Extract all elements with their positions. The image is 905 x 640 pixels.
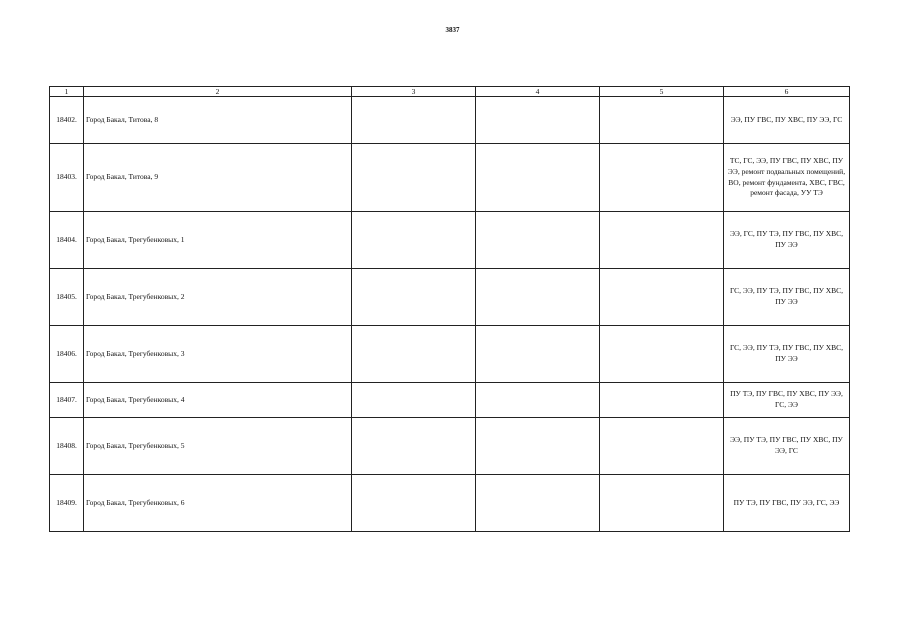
row-cell-4 [476,269,600,326]
row-number: 18404. [50,212,84,269]
row-address: Город Бакал, Титова, 8 [84,97,352,144]
row-number: 18408. [50,418,84,475]
row-number: 18409. [50,475,84,532]
row-cell-4 [476,418,600,475]
row-cell-3 [352,418,476,475]
row-works: ЭЭ, ГС, ПУ ТЭ, ПУ ГВС, ПУ ХВС, ПУ ЭЭ [724,212,850,269]
row-cell-3 [352,212,476,269]
row-cell-3 [352,97,476,144]
table-row [50,97,850,144]
row-number: 18403. [50,144,84,212]
row-address: Город Бакал, Трегубенковых, 5 [84,418,352,475]
row-cell-5 [600,97,724,144]
row-works: ЭЭ, ПУ ТЭ, ПУ ГВС, ПУ ХВС, ПУ ЭЭ, ГС [724,418,850,475]
row-works: ПУ ТЭ, ПУ ГВС, ПУ ХВС, ПУ ЭЭ, ГС, ЭЭ [724,383,850,418]
row-cell-5 [600,144,724,212]
row-number: 18407. [50,383,84,418]
column-header-6: 6 [724,87,850,97]
row-cell-3 [352,269,476,326]
row-address: Город Бакал, Титова, 9 [84,144,352,212]
table-row [50,144,850,212]
row-works: ГС, ЭЭ, ПУ ТЭ, ПУ ГВС, ПУ ХВС, ПУ ЭЭ [724,326,850,383]
table-row [50,383,850,418]
table-row [50,212,850,269]
row-cell-5 [600,269,724,326]
row-cell-4 [476,97,600,144]
row-works: ТС, ГС, ЭЭ, ПУ ГВС, ПУ ХВС, ПУ ЭЭ, ремонт подвальных помещений, ВО, ремонт фундамента, ХВС, ГВС, ремонт фасада, УУ ТЭ [724,144,850,212]
row-cell-5 [600,383,724,418]
row-cell-5 [600,475,724,532]
row-cell-3 [352,144,476,212]
row-works: ГС, ЭЭ, ПУ ТЭ, ПУ ГВС, ПУ ХВС, ПУ ЭЭ [724,269,850,326]
row-cell-4 [476,383,600,418]
row-number: 18405. [50,269,84,326]
column-header-2: 2 [84,87,352,97]
row-cell-5 [600,418,724,475]
row-cell-4 [476,144,600,212]
row-works: ЭЭ, ПУ ГВС, ПУ ХВС, ПУ ЭЭ, ГС [724,97,850,144]
page-number: 3837 [445,26,460,34]
header-row [50,87,850,97]
row-cell-3 [352,475,476,532]
row-number: 18402. [50,97,84,144]
row-cell-3 [352,326,476,383]
table-row [50,326,850,383]
row-cell-4 [476,326,600,383]
row-cell-4 [476,212,600,269]
row-address: Город Бакал, Трегубенковых, 6 [84,475,352,532]
row-cell-4 [476,475,600,532]
column-header-5: 5 [600,87,724,97]
row-address: Город Бакал, Трегубенковых, 1 [84,212,352,269]
works-table [49,86,850,532]
column-header-4: 4 [476,87,600,97]
row-cell-5 [600,212,724,269]
row-works: ПУ ТЭ, ПУ ГВС, ПУ ЭЭ, ГС, ЭЭ [724,475,850,532]
row-address: Город Бакал, Трегубенковых, 3 [84,326,352,383]
table-row [50,475,850,532]
row-number: 18406. [50,326,84,383]
column-header-3: 3 [352,87,476,97]
table-row [50,418,850,475]
column-header-1: 1 [50,87,84,97]
row-address: Город Бакал, Трегубенковых, 2 [84,269,352,326]
row-cell-5 [600,326,724,383]
table-row [50,269,850,326]
row-cell-3 [352,383,476,418]
row-address: Город Бакал, Трегубенковых, 4 [84,383,352,418]
